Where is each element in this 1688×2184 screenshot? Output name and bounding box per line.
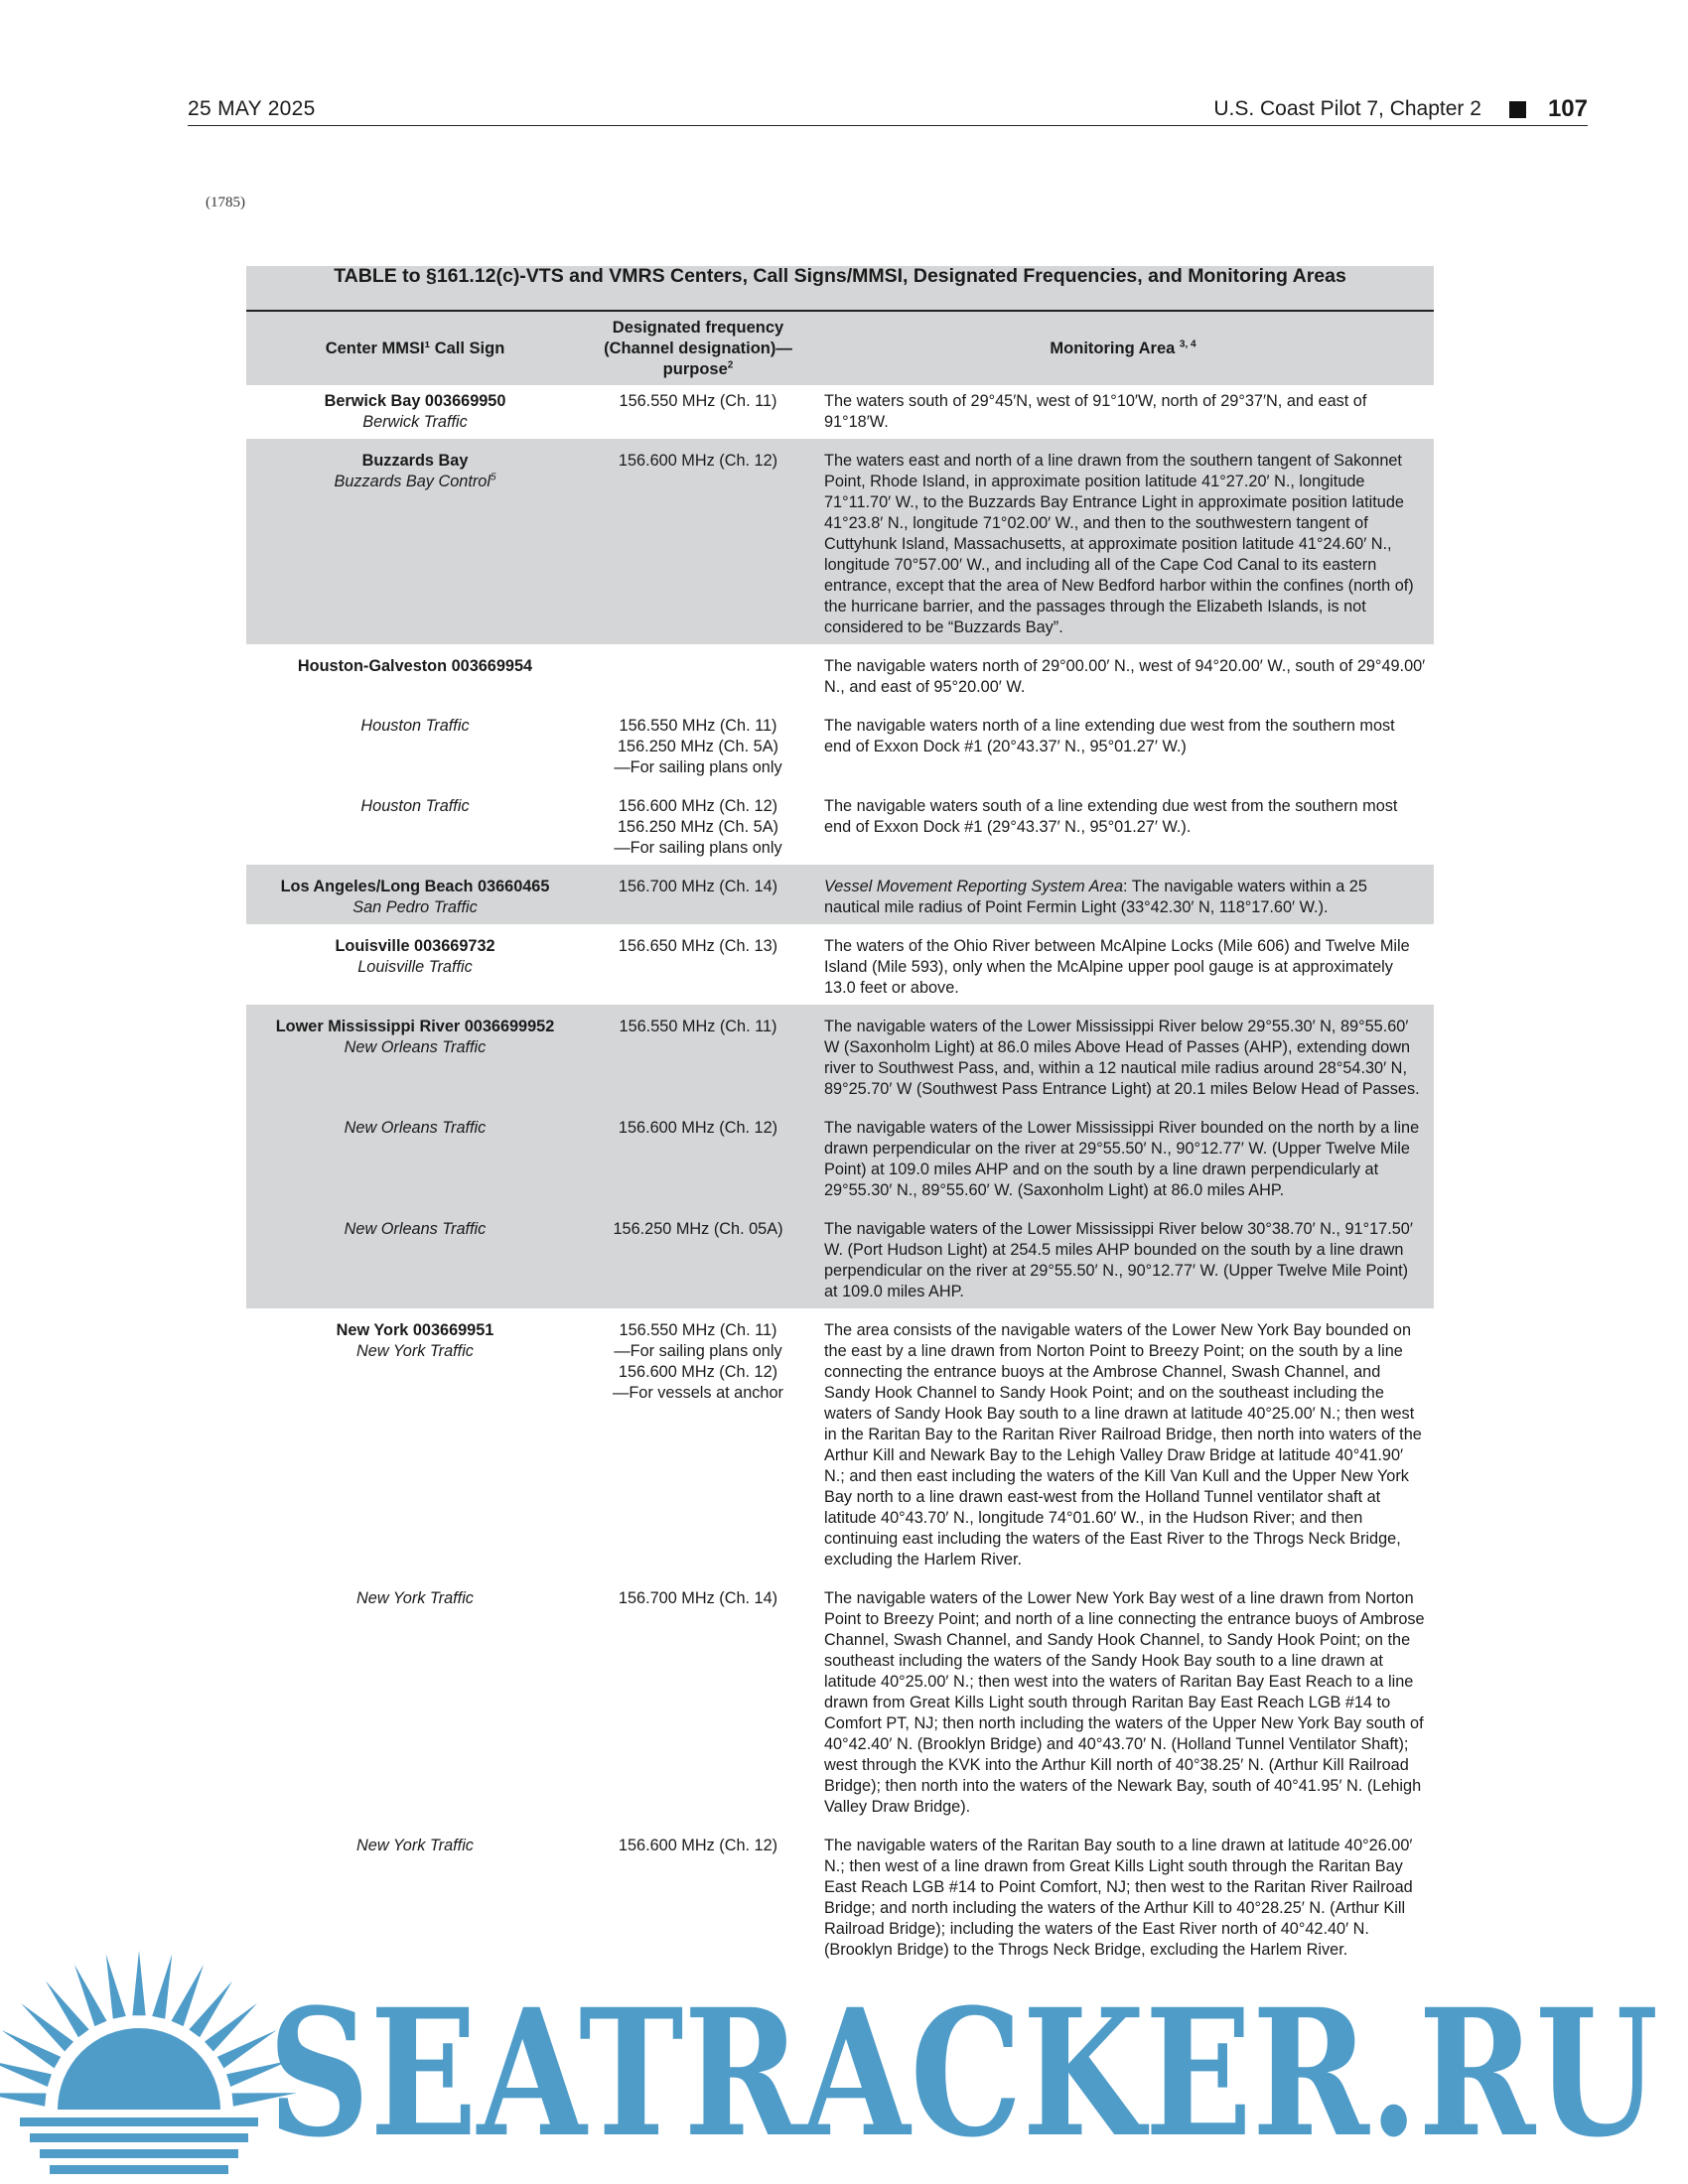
frequency-cell <box>584 1576 812 1824</box>
table-header-row <box>246 311 1434 385</box>
monitoring-area-cell <box>812 385 1434 439</box>
call-sign: Houston Traffic <box>360 797 470 815</box>
frequency-cell <box>584 1207 812 1308</box>
center-name: Lower Mississippi River 0036699952 <box>275 1018 555 1035</box>
frequency-cell <box>584 385 812 439</box>
monitoring-area-text: The navigable waters south of a line extending due west from the southern most end of Exxon Dock #1 (29°43.37′ N., 95°01.27′ W.). <box>824 797 1398 836</box>
table-row <box>246 439 1434 644</box>
table-row <box>246 644 1434 704</box>
table-row <box>246 1207 1434 1308</box>
center-cell <box>246 784 584 865</box>
call-sign: New Orleans Traffic <box>344 1119 487 1137</box>
col-header-frequency: Designated frequency (Channel designation)— purpose$^2$ <box>584 311 812 385</box>
table-row <box>246 1106 1434 1207</box>
watermark-text: SEATRACKER.RU <box>268 1971 1658 2176</box>
monitoring-area-text: The navigable waters of the Lower New York Bay west of a line drawn from Norton Point to Breezy Point; and north of a line connecting the entrance buoys of Ambrose Channel, Swash Channel, and Sandy Hook Channel, to Sandy Hook Point; on the southeast including the waters of the Sandy Hook Bay south to a line drawn at latitude 40°25.00′ N.; then west into the waters of Raritan Bay East Reach to a line drawn from Great Kills Light south through Raritan Bay East Reach LGB #14 to Comfort PT, NJ; then north including the waters of the Upper New York Bay south of 40°42.40′ N. (Brooklyn Bridge) and 40°43.70′ N. (Holland Tunnel Ventilator Shaft); west through the KVK into the Arthur Kill north of 40°38.25′ N. (Arthur Kill Railroad Bridge); then north into the waters of the Newark Bay, south of 40°41.95′ N. (Lehigh Valley Draw Bridge). <box>824 1589 1425 1816</box>
table-row <box>246 784 1434 865</box>
center-cell <box>246 385 584 439</box>
frequency-line: 156.650 MHz (Ch. 13) <box>618 937 778 955</box>
monitoring-area-text: : The navigable waters within a 25 nautical mile radius of Point Fermin Light (33°42.30′ N, 118°17.60′ W.). <box>824 878 1367 916</box>
center-name: Buzzards Bay <box>361 452 469 470</box>
center-name: New York 003669951 <box>336 1321 494 1339</box>
frequency-cell <box>584 704 812 784</box>
frequency-cell <box>584 1005 812 1106</box>
frequency-line: 156.600 MHz (Ch. 12) <box>618 1119 778 1137</box>
call-sign: New York Traffic <box>356 1342 474 1360</box>
area-italic-label: Vessel Movement Reporting System Area <box>824 878 1124 895</box>
monitoring-area-cell <box>812 704 1434 784</box>
header-right <box>1213 95 1588 123</box>
center-cell <box>246 865 584 924</box>
monitoring-area-cell <box>812 865 1434 924</box>
monitoring-area-text: The waters east and north of a line drawn from the southern tangent of Sakonnet Point, Rhode Island, in approximate position latitude 41°27.20′ N., longitude 71°11.70′ W., to the Buzzards Bay Entrance Light in approximate position latitude 41°23.8′ N., longitude 71°02.00′ W., and then to the southwestern tangent of Cuttyhunk Island, Massachusetts, at approximate position latitude 41°24.60′ N., longitude 70°57.00′ W., and including all of the Cape Cod Canal to its eastern entrance, except that the area of New Bedford harbor within the confines (north of) the hurricane barrier, and the passages through the Elizabeth Islands, is not considered to be “Buzzards Bay”. <box>824 452 1414 636</box>
watermark <box>0 1936 1688 2184</box>
call-sign: Houston Traffic <box>360 717 470 735</box>
frequency-line: 156.700 MHz (Ch. 14) <box>618 878 778 895</box>
monitoring-area-cell <box>812 439 1434 644</box>
call-sign: Buzzards Bay Control$^5$ <box>334 472 496 490</box>
square-bullet-icon <box>1509 101 1526 118</box>
frequency-cell <box>584 644 812 704</box>
call-sign: Berwick Traffic <box>362 413 468 431</box>
frequency-line: —For sailing plans only <box>614 758 782 776</box>
monitoring-area-cell <box>812 1005 1434 1106</box>
call-sign: New Orleans Traffic <box>344 1038 487 1056</box>
monitoring-area-cell <box>812 784 1434 865</box>
center-cell <box>246 644 584 704</box>
monitoring-area-cell <box>812 1308 1434 1576</box>
monitoring-area-text: The waters of the Ohio River between McAlpine Locks (Mile 606) and Twelve Mile Island (Mile 593), only when the McAlpine upper pool gauge is at approximately 13.0 feet or above. <box>824 937 1410 997</box>
monitoring-area-text: The navigable waters north of 29°00.00′ N., west of 94°20.00′ W., south of 29°49.00′ N., and east of 95°20.00′ W. <box>824 657 1426 696</box>
frequency-line: 156.600 MHz (Ch. 12) <box>618 1363 778 1381</box>
center-cell <box>246 704 584 784</box>
frequency-line: 156.600 MHz (Ch. 12) <box>618 797 778 815</box>
sun-icon <box>0 1951 297 2174</box>
frequency-line: 156.600 MHz (Ch. 12) <box>618 452 778 470</box>
table-title: TABLE to §161.12(c)-VTS and VMRS Centers, Call Signs/MMSI, Designated Frequencies, and Monitoring Areas <box>246 266 1434 311</box>
frequency-line: 156.600 MHz (Ch. 12) <box>618 1837 778 1854</box>
paragraph-marker: (1785) <box>206 195 245 210</box>
page-number: 107 <box>1547 95 1588 122</box>
monitoring-area-text: The navigable waters of the Lower Mississippi River below 29°55.30′ N, 89°55.60′ W (Saxonholm Light) at 86.0 miles Above Head of Passes (AHP), extending down river to Southwest Pass, and, within a 12 nautical mile radius around 28°54.30′ N, 89°25.70′ W (Southwest Pass Entrance Light) at 20.1 miles Below Head of Passes. <box>824 1018 1420 1098</box>
page-header <box>188 95 1588 126</box>
call-sign: New York Traffic <box>356 1837 474 1854</box>
frequency-line: 156.250 MHz (Ch. 5A) <box>618 818 778 836</box>
center-name: Berwick Bay 003669950 <box>324 392 506 410</box>
header-publication: U.S. Coast Pilot 7, Chapter 2 <box>1213 97 1481 120</box>
monitoring-area-text: The navigable waters of the Lower Mississippi River below 30°38.70′ N., 91°17.50′ W. (Port Hudson Light) at 254.5 miles AHP bounded on the south by a line drawn perpendicular on the river at 29°55.50′ N., 90°12.77′ W. (Upper Twelve Mile Point) at 109.0 miles AHP. <box>824 1220 1413 1300</box>
frequency-cell <box>584 439 812 644</box>
monitoring-area-text: The navigable waters north of a line extending due west from the southern most end of Exxon Dock #1 (20°43.37′ N., 95°01.27′ W.) <box>824 717 1395 755</box>
center-cell <box>246 439 584 644</box>
monitoring-area-text: The navigable waters of the Raritan Bay south to a line drawn at latitude 40°26.00′ N.; then west of a line drawn from Great Kills Light south through the Raritan Bay East Reach LGB #14 to Point Comfort, NJ; then west to the Raritan River Railroad Bridge; and north including the waters of the Arthur Kill to 40°28.25′ N. (Arthur Kill Railroad Bridge); including the waters of the East River north of 40°42.40′ N. (Brooklyn Bridge) to the Throgs Neck Bridge, excluding the Harlem River. <box>824 1837 1413 1959</box>
center-name: Los Angeles/Long Beach 03660465 <box>280 878 550 895</box>
frequency-cell <box>584 1308 812 1576</box>
vts-table <box>246 266 1434 1967</box>
table-row <box>246 385 1434 439</box>
table-row <box>246 865 1434 924</box>
call-sign: Louisville Traffic <box>357 958 473 976</box>
center-cell <box>246 1576 584 1824</box>
frequency-cell <box>584 784 812 865</box>
frequency-line: 156.700 MHz (Ch. 14) <box>618 1589 778 1607</box>
call-sign: New York Traffic <box>356 1589 474 1607</box>
col-header-monitoring-area: Monitoring Area $^{3, 4}$ <box>812 311 1434 385</box>
frequency-line: 156.550 MHz (Ch. 11) <box>619 1321 777 1339</box>
header-date: 25 MAY 2025 <box>188 97 316 120</box>
center-cell <box>246 1207 584 1308</box>
center-cell <box>246 1308 584 1576</box>
frequency-cell <box>584 1106 812 1207</box>
frequency-cell <box>584 865 812 924</box>
table-row <box>246 1308 1434 1576</box>
frequency-line: —For sailing plans only <box>614 1342 782 1360</box>
frequency-line: —For vessels at anchor <box>613 1384 783 1402</box>
frequency-line: 156.250 MHz (Ch. 5A) <box>618 738 778 755</box>
table-row <box>246 924 1434 1005</box>
frequency-line: 156.550 MHz (Ch. 11) <box>619 717 777 735</box>
frequency-line: —For sailing plans only <box>614 839 782 857</box>
col-header-center: Center MMSI¹ Call Sign <box>246 311 584 385</box>
monitoring-area-cell <box>812 1207 1434 1308</box>
table-row <box>246 704 1434 784</box>
monitoring-area-cell <box>812 1576 1434 1824</box>
frequency-line: 156.550 MHz (Ch. 11) <box>619 1018 777 1035</box>
monitoring-area-cell <box>812 644 1434 704</box>
center-cell <box>246 1106 584 1207</box>
center-cell <box>246 924 584 1005</box>
call-sign: New Orleans Traffic <box>344 1220 487 1238</box>
table-row <box>246 1576 1434 1824</box>
monitoring-area-cell <box>812 1106 1434 1207</box>
frequency-line: 156.550 MHz (Ch. 11) <box>619 392 777 410</box>
monitoring-area-cell <box>812 924 1434 1005</box>
call-sign: San Pedro Traffic <box>352 898 478 916</box>
monitoring-area-text: The waters south of 29°45′N, west of 91°10′W, north of 29°37′N, and east of 91°18′W. <box>824 392 1367 431</box>
table-row <box>246 1005 1434 1106</box>
frequency-cell <box>584 924 812 1005</box>
monitoring-area-text: The area consists of the navigable waters of the Lower New York Bay bounded on the east by a line drawn from Norton Point to Breezy Point; on the south by a line connecting the entrance buoys at the Ambrose Channel, Swash Channel, and Sandy Hook Channel to Sandy Hook Point; and on the southeast including the waters of Sandy Hook Bay south to a line drawn at latitude 40°25.00′ N.; then west in the Raritan Bay to the Raritan River Railroad Bridge, then north into waters of the Arthur Kill and Newark Bay to the Lehigh Valley Draw Bridge at latitude 40°41.90′ N.; and then east including the waters of the Kill Van Kull and the Upper New York Bay north to a line drawn east-west from the Holland Tunnel ventilator shaft at latitude 40°43.70′ N., longitude 74°01.60′ W., in the Hudson River; and then continuing east including the waters of the East River to the Throgs Neck Bridge, excluding the Harlem River. <box>824 1321 1422 1569</box>
center-name: Houston-Galveston 003669954 <box>297 657 533 675</box>
monitoring-area-text: The navigable waters of the Lower Mississippi River bounded on the north by a line drawn perpendicular on the river at 29°55.50′ N., 90°12.77′ W. (Upper Twelve Mile Point) at 109.0 miles AHP and on the south by a line drawn perpendicularly at 29°55.30′ N., 89°55.60′ W. (Saxonholm Light) at 86.0 miles AHP. <box>824 1119 1420 1199</box>
center-cell <box>246 1005 584 1106</box>
frequency-line: 156.250 MHz (Ch. 05A) <box>613 1220 783 1238</box>
center-name: Louisville 003669732 <box>335 937 495 955</box>
